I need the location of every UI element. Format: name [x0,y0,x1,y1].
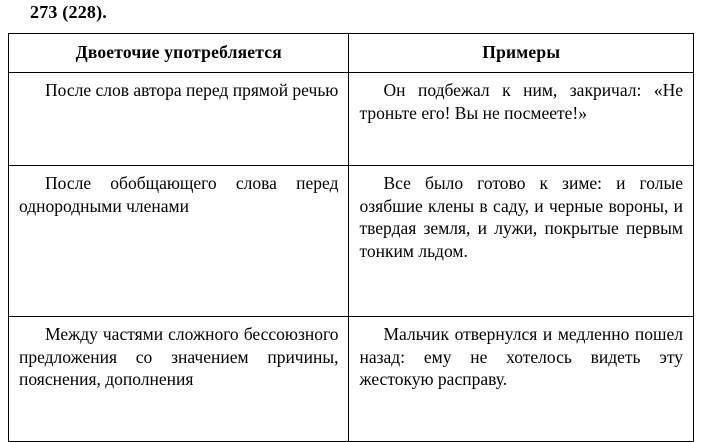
rule-text: После обобщающего слова перед однородными членами [19,172,339,216]
example-text: Все было готово к зиме: и голые озябшие клены в саду, и черные вороны, и твердая земля, и лужи, покрытые первым тонким льдом. [359,172,683,261]
table-header [9,34,694,73]
rules-table [8,33,694,442]
example-cell [349,316,694,441]
rule-cell [9,165,349,316]
exercise-number: 273 (228). [30,2,107,22]
table-body [9,72,694,441]
column-header-rule: Двоеточие употребляется [9,34,349,73]
rule-text: После слов автора перед прямой речью [45,79,339,100]
rules-table-container [8,33,694,442]
rule-cell [9,316,349,441]
column-header-examples: Примеры [349,34,694,73]
rule-cell [9,72,349,165]
example-cell [349,72,694,165]
rule-text: Между частями сложного бессоюзного предложения со значением причины, пояснения, дополнения [19,323,339,390]
example-text: Он подбежал к ним, закричал: «Не троньте его! Вы не посмеете!» [359,79,683,123]
table-row [9,316,694,441]
example-cell [349,165,694,316]
table-row [9,72,694,165]
table-row [9,165,694,316]
table-header-row [9,34,694,73]
example-text: Мальчик отвернулся и медленно пошел назад: ему не хотелось видеть эту жестокую расправу. [359,323,683,390]
